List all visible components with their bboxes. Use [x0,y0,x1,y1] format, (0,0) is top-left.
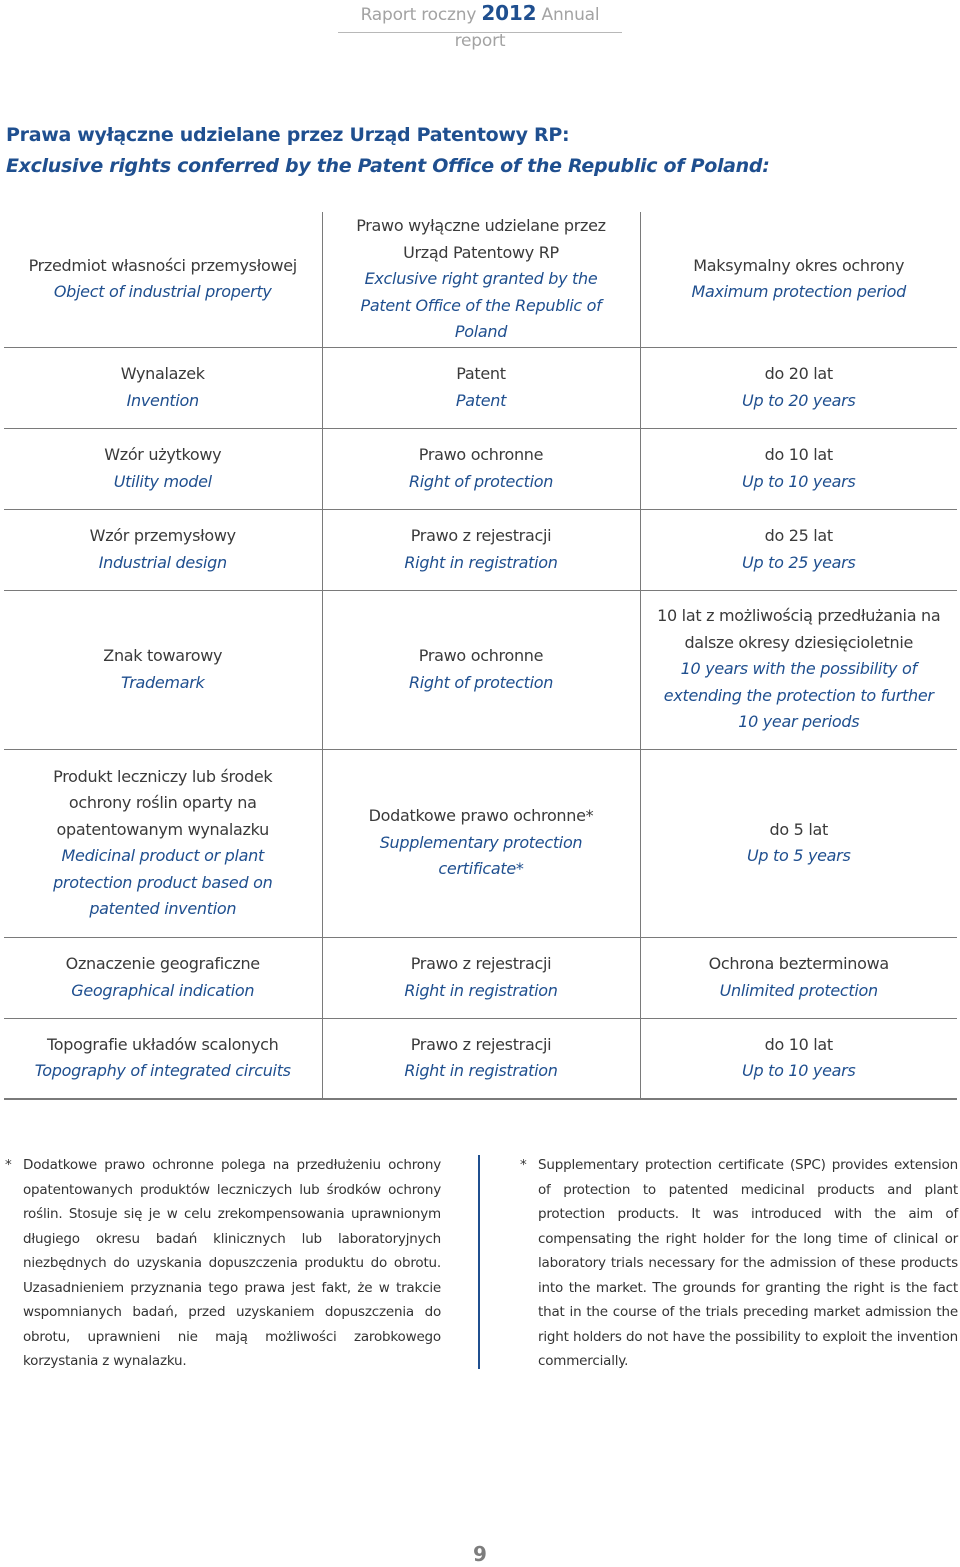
cell-object [4,590,322,749]
header-cell-period [640,212,957,347]
cell-period [640,749,957,937]
table-row [4,509,957,590]
cell-right-pl: Patent [456,364,506,383]
cell-right [322,1018,640,1099]
cell-right [322,428,640,509]
table-row [4,590,957,749]
cell-right-en: Right in registration [404,552,558,572]
cell-right-en: Right in registration [404,1061,558,1081]
cell-period-en: Up to 5 years [747,846,851,865]
table-row [4,749,957,937]
cell-period [640,428,957,509]
cell-object [4,937,322,1018]
cell-right-pl: Dodatkowe prawo ochronne* [368,806,594,826]
cell-object [4,428,322,509]
header-object-pl: Przedmiot własności przemysłowej [28,255,297,275]
cell-period-en: Up to 10 years [742,471,856,491]
cell-period-pl: do 5 lat [769,819,828,839]
table-row [4,428,957,509]
cell-object-pl: Wzór przemysłowy [89,526,236,545]
cell-period-pl: Ochrona bezterminowa [708,954,889,973]
running-header [338,0,622,51]
cell-right-pl: Prawo ochronne [418,646,544,665]
cell-right-en: Patent [455,390,507,410]
table-row [4,1018,957,1099]
cell-right-pl: Prawo z rejestracji [410,954,552,973]
cell-object-pl: Oznaczenie geograficzne [65,954,260,973]
cell-period-pl: do 25 lat [764,526,833,545]
cell-object-pl: Topografie układów scalonych [46,1034,279,1054]
cell-right [322,347,640,428]
cell-object-pl: Wzór użytkowy [104,445,222,464]
header-object-en: Object of industrial property [53,282,272,302]
header-text-en: Annual report [454,5,600,51]
cell-period-en: Up to 25 years [742,552,856,572]
footnote-text-en: Supplementary protection certificate (SPC) provides extension of protection to patented medicinal products and plant protection products. It was introduced with the aim of compensating the right holder for the long time of clinical or laboratory trials necessary for the admission of these products into the market. The grounds for granting the right is the fact that in the course of the trials preceding market admission the right holders do not have the possibility to exploit the invention commercially. [538,1157,958,1369]
cell-period-pl: do 10 lat [764,445,833,464]
footnote-en [520,1153,958,1374]
cell-object [4,749,322,937]
footnote-marker: * [5,1157,12,1173]
cell-period-pl: do 10 lat [764,1034,833,1054]
cell-right [322,937,640,1018]
cell-right [322,590,640,749]
table-header-row [4,212,957,347]
cell-object-en: Industrial design [98,552,227,572]
cell-object [4,509,322,590]
cell-object-pl: Wynalazek [120,364,205,383]
section-title [6,120,956,182]
cell-object-en: Medicinal product or plant protection product based on patented invention [53,846,273,918]
cell-object-en: Trademark [121,672,205,692]
cell-right-en: Right in registration [404,980,558,1000]
footnote-marker: * [520,1157,527,1173]
cell-object-en: Geographical indication [71,980,255,1000]
cell-right-pl: Prawo ochronne [418,445,544,464]
cell-right-en: Supplementary protection certificate* [379,832,583,879]
cell-period [640,347,957,428]
cell-object-pl: Produkt leczniczy lub środek ochrony roślin oparty na opatentowanym wynalazku [53,766,273,839]
cell-right-en: Right of protection [408,672,554,692]
header-cell-object [4,212,322,347]
cell-period [640,937,957,1018]
cell-right-pl: Prawo z rejestracji [410,526,552,545]
cell-period-pl: do 20 lat [764,364,833,383]
header-cell-right [322,212,640,347]
section-title-pl: Prawa wyłączne udzielane przez Urząd Patentowy RP: [6,124,570,146]
cell-right-en: Right of protection [408,471,554,491]
cell-object [4,347,322,428]
cell-period [640,590,957,749]
header-year: 2012 [481,1,537,25]
footnote-divider [478,1155,480,1369]
header-period-pl: Maksymalny okres ochrony [693,255,905,275]
cell-period-en: Up to 20 years [742,390,856,410]
page-number: 9 [473,1542,487,1566]
header-right-en: Exclusive right granted by the Patent Office of the Republic of Poland [360,269,602,341]
cell-period-en: Up to 10 years [742,1061,856,1081]
rights-table [4,212,957,1100]
footnote-text-pl: Dodatkowe prawo ochronne polega na przedłużeniu ochrony opatentowanych produktów leczniczych lub środków ochrony roślin. Stosuje się je w celu zrekompensowania uprawnionym długiego okresu badań klinicznych lub laboratoryjnych niezbędnych do uzyskania dopuszczenia produktu do obrotu. Uzasadnieniem przyznania tego prawa jest fakt, że w trakcie wspomnianych badań, przed uzyskaniem dopuszczenia do obrotu, uprawnieni nie mają możliwości zarobkowego korzystania z wynalazku. [23,1157,441,1369]
header-right-pl: Prawo wyłączne udzielane przez Urząd Patentowy RP [356,216,606,262]
header-text-pl: Raport roczny [360,5,477,25]
cell-object [4,1018,322,1099]
cell-period [640,1018,957,1099]
cell-period [640,509,957,590]
table-row [4,347,957,428]
footnote-pl [5,1153,441,1374]
cell-period-en: Unlimited protection [719,980,878,1000]
section-title-en: Exclusive rights conferred by the Patent Office of the Republic of Poland: [6,155,770,177]
cell-object-en: Topography of integrated circuits [34,1061,291,1081]
header-period-en: Maximum protection period [691,282,907,302]
cell-right [322,749,640,937]
cell-period-pl: 10 lat z możliwością przedłużania na dalsze okresy dziesięcioletnie [657,606,941,652]
cell-object-en: Invention [126,390,199,410]
cell-right [322,509,640,590]
cell-period-en: 10 years with the possibility of extending the protection to further 10 year periods [663,659,934,732]
cell-object-en: Utility model [113,471,212,491]
cell-right-pl: Prawo z rejestracji [410,1034,552,1054]
cell-object-pl: Znak towarowy [103,646,223,665]
table-row [4,937,957,1018]
